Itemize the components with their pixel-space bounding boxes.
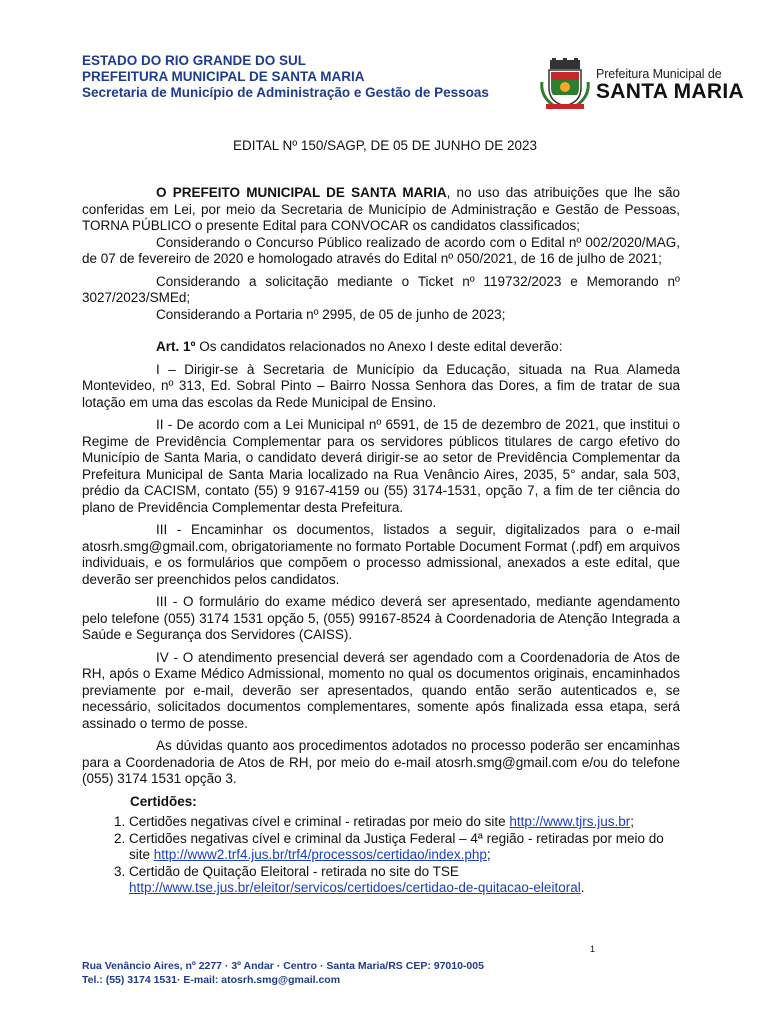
item-iv: IV - O atendimento presencial deverá ser agendado com a Coordenadoria de Atos de RH, após o Exame Médico Admissional, momento no qual os documentos originais, encaminhados previamente por e-mail, deverão ser apresentados, quando então serão autenticados e, se necessário, solicitados documentos complementares, somente após finalizada essa etapa, será assinado o termo de posse. bbox=[82, 649, 680, 731]
list-item: 3. Certidão de Quitação Eleitoral - retirada no site do TSE http://www.tse.jus.br/eleitor/servicos/certidoes/certidao-de-quitacao-eleitoral. bbox=[129, 864, 680, 897]
letterhead-state: ESTADO DO RIO GRANDE DO SUL bbox=[82, 53, 307, 68]
letterhead bbox=[82, 53, 489, 101]
trf4-link[interactable]: http://www2.trf4.jus.br/trf4/processos/certidao/index.php bbox=[153, 847, 487, 862]
prefeitura-logo bbox=[540, 58, 744, 110]
tjrs-link[interactable]: http://www.tjrs.jus.br bbox=[509, 814, 631, 829]
list-item: 1. Certidões negativas cível e criminal - retiradas por meio do site http://www.tjrs.jus.br; bbox=[129, 814, 680, 831]
art1-text: Os candidatos relacionados no Anexo I deste edital deverão: bbox=[195, 339, 563, 354]
item-ii: II - De acordo com a Lei Municipal nº 6591, de 15 de dezembro de 2021, que institui o Regime de Previdência Complementar para os servidores públicos titulares de cargo efetivo do Município de Santa Maria, o candidato deverá dirigir-se ao setor de Previdência Complementar da Prefeitura Municipal de Santa Maria localizado na Rua Venâncio Aires, 2035, 5° andar, sala 503, prédio da CACISM, contato (55) 9 9167-4159 ou (55) 3174-1531, opção 7, a fim de ter ciência do plano de Previdência Complementar desta Prefeitura. bbox=[82, 417, 680, 515]
footer bbox=[82, 960, 484, 987]
tse-link[interactable]: http://www.tse.jus.br/eleitor/servicos/certidoes/certidao-de-quitacao-eleitoral bbox=[129, 880, 581, 895]
footer-address: Rua Venâncio Aires, nº 2277 · 3º Andar · Centro · Santa Maria/RS CEP: 97010-005 bbox=[82, 960, 484, 972]
considerando-3: Considerando a Portaria nº 2995, de 05 de junho de 2023; bbox=[156, 306, 506, 322]
logo-subtitle: Prefeitura Municipal de bbox=[596, 67, 722, 81]
item-i: I – Dirigir-se à Secretaria de Município da Educação, situada na Rua Alameda Montevideo, nº 313, Ed. Sobral Pinto – Bairro Nossa Senhora das Dores, a fim de tratar de sua lotação em uma das escolas da Rede Municipal de Ensino. bbox=[82, 361, 680, 410]
art1-label: Art. 1º bbox=[156, 339, 196, 354]
document-body bbox=[82, 185, 680, 897]
municipal-crest-icon bbox=[540, 58, 590, 110]
list-item: 2. Certidões negativas cível e criminal da Justiça Federal – 4ª região - retiradas por meio do site http://www2.trf4.jus.br/trf4/processos/certidao/index.php; bbox=[129, 831, 680, 864]
intro-paragraph bbox=[82, 185, 680, 235]
considerando-2: Considerando a solicitação mediante o Ticket nº 119732/2023 e Memorando nº 3027/2023/SMEd; bbox=[82, 273, 680, 305]
certidoes-list bbox=[82, 814, 680, 897]
edital-title: EDITAL Nº 150/SAGP, DE 05 DE JUNHO DE 2023 bbox=[232, 138, 538, 153]
item-iii-exam: III - O formulário do exame médico deverá ser apresentado, mediante agendamento pelo telefone (055) 3174 1531 opção 5, (055) 99167-8524 à Coordenadoria de Atenção Integrada a Saúde e Segurança dos Servidores (CAISS). bbox=[82, 594, 680, 642]
letterhead-prefeitura: PREFEITURA MUNICIPAL DE SANTA MARIA bbox=[82, 69, 365, 84]
certidoes-title: Certidões: bbox=[130, 793, 197, 809]
intro-strong: O PREFEITO MUNICIPAL DE SANTA MARIA bbox=[156, 185, 447, 200]
item-iii-documents: III - Encaminhar os documentos, listados a seguir, digitalizados para o e-mail atosrh.smg@gmail.com, obrigatoriamente no formato Portable Document Format (.pdf) em arquivos individuais, e os formulários que compõem o processo admissional, anexados a este edital, que deverão ser preenchidos pelos candidatos. bbox=[82, 522, 680, 587]
doubts-paragraph: As dúvidas quanto aos procedimentos adotados no processo poderão ser encaminhas para a Coordenadoria de Atos de RH, por meio do e-mail atosrh.smg@gmail.com e/ou do telefone (055) 3174 1531 opção 3. bbox=[82, 738, 680, 786]
intro-text: , no uso das atribuições que lhe são conferidas em Lei, por meio da Secretaria de Município de Administração e Gestão de Pessoas, TORNA PÚBLICO o presente Edital para CONVOCAR os candidatos classificados; bbox=[82, 185, 680, 233]
art1-paragraph bbox=[82, 339, 680, 356]
footer-contact: Tel.: (55) 3174 1531· E-mail: atosrh.smg@gmail.com bbox=[82, 973, 341, 986]
page-number: 1 bbox=[590, 944, 596, 954]
considerando-1: Considerando o Concurso Público realizado de acordo com o Edital nº 002/2020/MAG, de 07 de fevereiro de 2020 e homologado através do Edital nº 050/2021, de 16 de julho de 2021; bbox=[82, 234, 680, 266]
logo-title: SANTA MARIA bbox=[596, 80, 744, 103]
letterhead-secretaria: Secretaria de Município de Administração e Gestão de Pessoas bbox=[82, 85, 489, 100]
